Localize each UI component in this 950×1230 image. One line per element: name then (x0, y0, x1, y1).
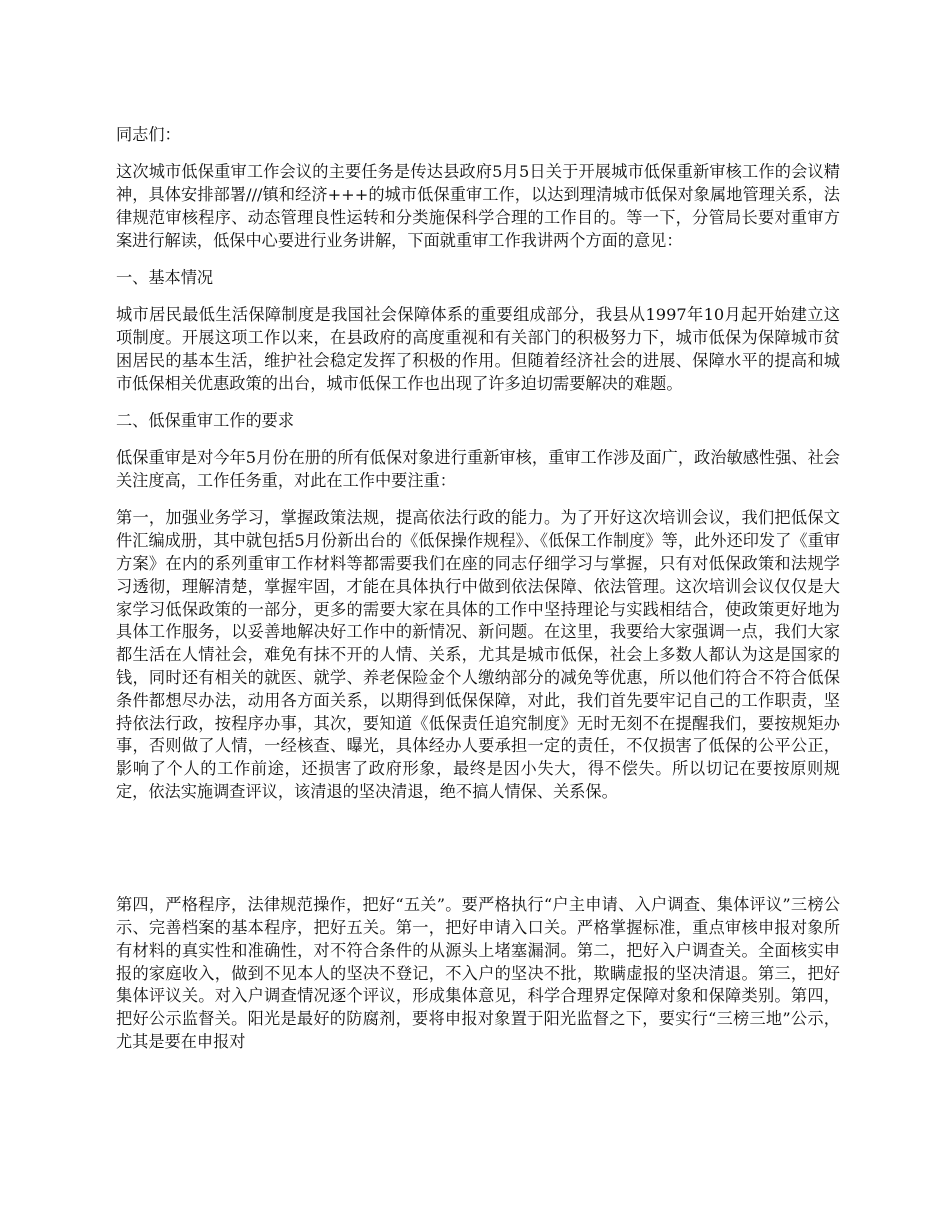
section-heading-requirements: 二、低保重审工作的要求 (116, 410, 295, 430)
fourth-point-paragraph: 第四，严格程序，法律规范操作，把好“五关”。要严格执行“户主申请、入户调查、集体评议”三榜公示、完善档案的基本程序，把好五关。第一，把好申请入口关。严格掌握标准，重点审核申报对象所有材料的真实性和准确性，对不符合条件的从源头上堵塞漏洞。第二，把好入户调查关。全面核实申报的家庭收入，做到不见本人的坚决不登记，不入户的坚决不批，欺瞒虚报的坚决清退。第三，把好集体评议关。对入户调查情况逐个评议，形成集体意见，科学合理界定保障对象和保障类别。第四，把好公示监督关。阳光是最好的防腐剂，要将申报对象置于阳光监督之下，要实行“三榜三地”公示，尤其是要在申报对 (116, 895, 840, 1051)
section-heading-basic-situation: 一、基本情况 (116, 267, 214, 287)
intro-paragraph: 这次城市低保重审工作会议的主要任务是传达县政府5月5日关于开展城市低保重新审核工作的会议精神，具体安排部署///镇和经济+++的城市低保重审工作，以达到理清城市低保对象属地管理关系，法律规范审核程序、动态管理良性运转和分类施保科学合理的工作目的。等一下，分管局长要对重审方案进行解读，低保中心要进行业务讲解，下面就重审工作我讲两个方面的意见： (116, 162, 840, 250)
document-body (116, 124, 840, 1068)
first-point-paragraph: 第一，加强业务学习，掌握政策法规，提高依法行政的能力。为了开好这次培训会议，我们把低保文件汇编成册，其中就包括5月份新出台的《低保操作规程》、《低保工作制度》等，此外还印发了《重审方案》在内的系列重审工作材料等都需要我们在座的同志仔细学习与掌握，只有对低保政策和法规学习透彻，理解清楚，掌握牢固，才能在具体执行中做到依法保障、依法管理。这次培训会议仅仅是大家学习低保政策的一部分，更多的需要大家在具体的工作中坚持理论与实践相结合，使政策更好地为具体工作服务，以妥善地解决好工作中的新情况、新问题。在这里，我要给大家强调一点，我们大家都生活在人情社会，难免有抹不开的人情、关系，尤其是城市低保，社会上多数人都认为这是国家的钱，同时还有相关的就医、就学、养老保险金个人缴纳部分的减免等优惠，所以他们符合不符合低保条件都想尽办法，动用各方面关系，以期得到低保保障，对此，我们首先要牢记自己的工作职责，坚持依法行政，按程序办事，其次，要知道《低保责任追究制度》无时无刻不在提醒我们，要按规矩办事，否则做了人情，一经核查、曝光，具体经办人要承担一定的责任，不仅损害了低保的公平公正，影响了个人的工作前途，还损害了政府形象，最终是因小失大，得不偿失。所以切记在要按原则规定，依法实施调查评议，该清退的坚决清退，绝不搞人情保、关系保。 (116, 508, 840, 801)
blank-gap (116, 818, 840, 894)
salutation: 同志们： (116, 125, 181, 144)
requirements-intro-paragraph: 低保重审是对今年5月份在册的所有低保对象进行重新审核，重审工作涉及面广，政治敏感性强、社会关注度高，工作任务重，对此在工作中要注重： (116, 448, 840, 491)
basic-situation-paragraph: 城市居民最低生活保障制度是我国社会保障体系的重要组成部分，我县从1997年10月起开始建立这项制度。开展这项工作以来，在县政府的高度重视和有关部门的积极努力下，城市低保为保障城市贫困居民的基本生活，维护社会稳定发挥了积极的作用。但随着经济社会的进展、保障水平的提高和城市低保相关优惠政策的出台，城市低保工作也出现了许多迫切需要解决的难题。 (116, 305, 840, 393)
